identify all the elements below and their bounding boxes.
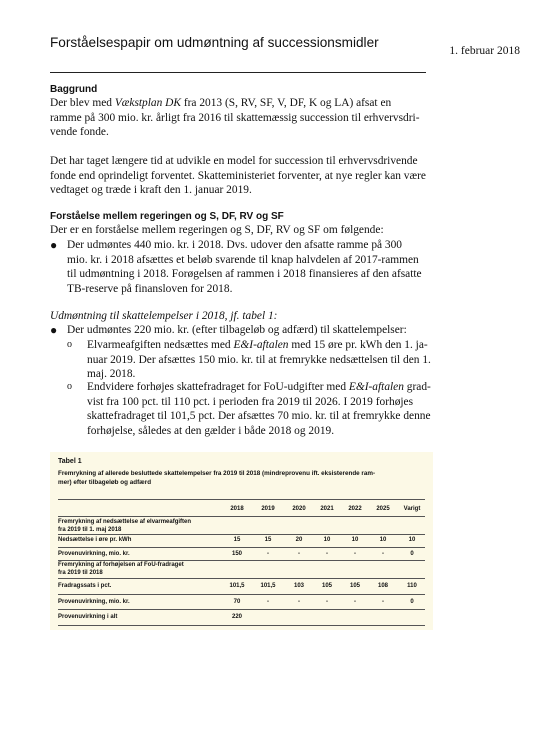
table-rule [58, 609, 425, 610]
column-header: Varigt [403, 506, 421, 512]
table-rule [58, 516, 425, 517]
section-heading-baggrund: Baggrund [50, 84, 98, 95]
column-header: 2021 [320, 506, 334, 512]
table-section-label: Fremrykning af forhøjelsen af FoU-fradraget fra 2019 til 2018 [58, 562, 184, 576]
table-rule [58, 625, 425, 626]
bullet-440-mio: ● Der udmøntes 440 mio. kr. i 2018. Dvs. udover den afsatte ramme på 300 mio. kr. i 2018 afsættes et beløb svarende til knap halvdelen af 2017-rammen til udmøntning i 2018. Forøgelsen af rammen i 2018 finansieres af den afsatte TB-reserve på finansloven for 2018. [50, 238, 422, 295]
bullet-icon: ● [50, 323, 58, 337]
table-section-label: Fremrykning af nedsættelse af elvarmeafgiften fra 2019 til 1. maj 2018 [58, 519, 192, 533]
document-date: 1. februar 2018 [449, 45, 520, 57]
skattelempelser-heading: Udmøntning til skattelempelser i 2018, jf. tabel 1: [50, 310, 278, 322]
column-header: 2022 [348, 506, 362, 512]
table-rule [58, 547, 425, 548]
baggrund-paragraph-1: Der blev med Vækstplan DK fra 2013 (S, RV, SF, V, DF, K og LA) afsat en ramme på 300 mio. kr. årligt fra 2016 til skattemæssig succession til erhvervsdri- vende fonde. [50, 97, 420, 139]
bullet-icon: ● [50, 238, 58, 252]
table-row-total: Provenuvirkning i alt 220 [58, 614, 242, 620]
table-subtitle: Fremrykning af allerede besluttede skattelempelser fra 2019 til 2018 (mindreprovenu ift. eksisterende ram- mer) efter tilbageløb og adfærd [58, 470, 376, 486]
title-divider [50, 72, 426, 73]
table-row: Nedsættelse i øre pr. kWh 15 15 20 10 10 10 10 [58, 537, 416, 543]
page-title: Forståelsespapir om udmøntning af successionsmidler [50, 35, 379, 50]
sub-bullet-elvarme: o Elvarmeafgiften nedsættes med E&I-aftalen med 15 øre pr. kWh den 1. ja- nuar 2019. Der afsættes 150 mio. kr. til at fremrykke nedsættelsen til den 1. maj. 2018. [67, 339, 431, 381]
column-header: 2025 [376, 506, 390, 512]
bullet-220-mio: ● Der udmøntes 220 mio. kr. (efter tilbageløb og adfærd) til skattelempelser: [50, 323, 407, 337]
table-row: Fradragssats i pct. 101,5 101,5 103 105 105 108 110 [58, 583, 417, 589]
table-row: Provenuvirkning, mio. kr. 70 - - - - - 0 [58, 599, 414, 605]
table-rule [58, 578, 425, 579]
table-caption: Tabel 1 [58, 458, 82, 465]
table-rule [58, 499, 425, 500]
section-heading-forstaaelse: Forståelse mellem regeringen og S, DF, RV og SF [50, 211, 284, 222]
column-header: 2020 [292, 506, 306, 512]
table-row: Provenuvirkning, mio. kr. 150 - - - - - 0 [58, 551, 414, 557]
column-header: 2019 [261, 506, 275, 512]
table-1 [50, 452, 433, 630]
sub-bullet-icon: o [67, 339, 72, 350]
sub-bullet-fou: o Endvidere forhøjes skattefradraget for FoU-udgifter med E&I-aftalen grad- vist fra 100 pct. til 110 pct. i perioden fra 2019 til 2026. I 2019 forhøjes skattefradraget til 101,5 pct. Der afsættes 70 mio. kr. til at fremrykke denne forhøjelse, således at den gælder i både 2018 og 2019. [67, 381, 431, 437]
baggrund-paragraph-2: Det har taget længere tid at udvikle en model for succession til erhvervsdrivende fonde end oprindeligt forventet. Skatteministeriet forventer, at nye regler kan være vedtaget og træde i kraft den 1. januar 2019. [50, 155, 426, 197]
sub-bullet-icon: o [67, 381, 72, 392]
table-rule [58, 594, 425, 595]
forstaaelse-intro: Der er en forståelse mellem regeringen og S, DF, RV og SF om følgende: [50, 224, 384, 236]
table-header-row [50, 504, 433, 515]
column-header: 2018 [230, 506, 244, 512]
